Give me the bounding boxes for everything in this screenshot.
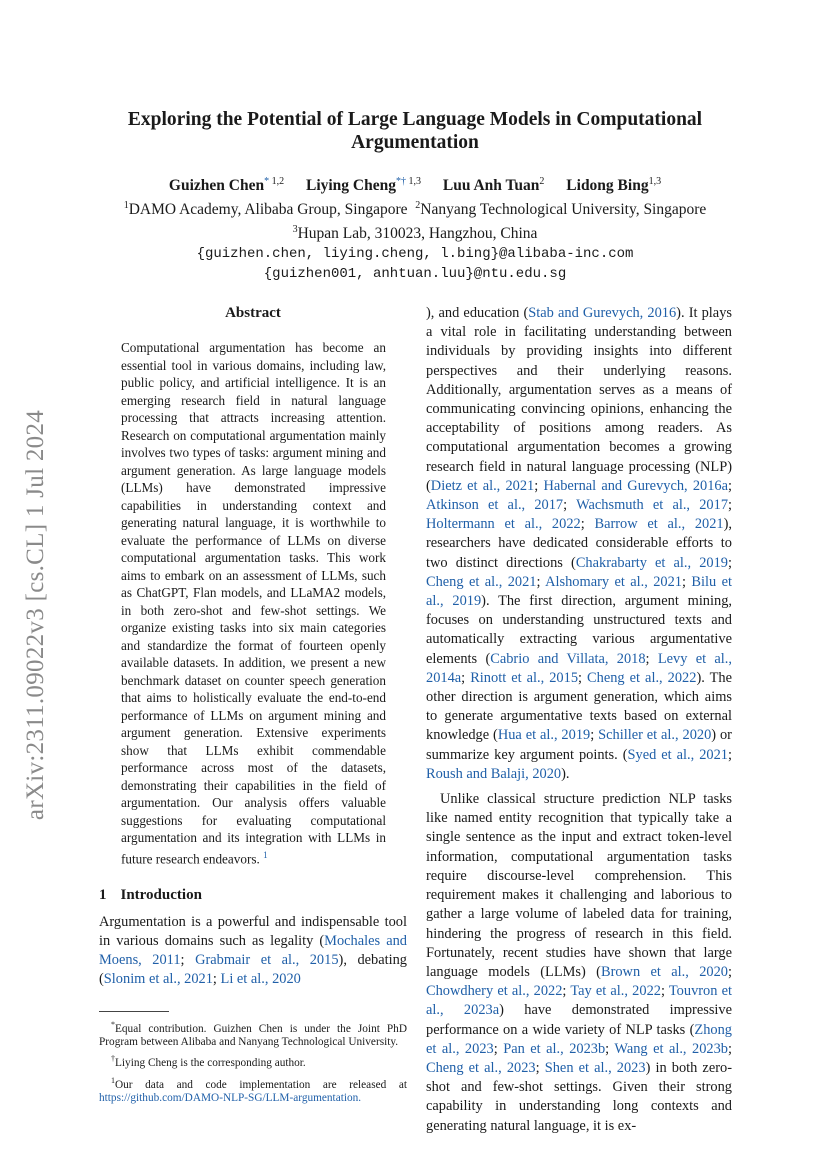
author: Lidong Bing$^{1,3}$ — [566, 176, 662, 195]
paragraph-text: ; — [727, 1040, 732, 1057]
paragraph-text: Unlike classical structure prediction NLP tasks like named entity recognition that typically take a single sentence as the input and extract token-level information, computational argumentation tasks require discourse-level comprehension. This requirement makes it challenging and laborious to gather a large volume of labeled data for training, hindering the progress of research in this field. Fortunately, recent studies have shown that large language models (LLMs) ( — [426, 791, 732, 980]
paragraph-text: ; — [728, 963, 732, 980]
citation-link[interactable]: Zhong et al., 2023 — [426, 1021, 732, 1057]
citation-link[interactable]: Barrow et al., 2021 — [594, 516, 724, 533]
citation-link[interactable]: Cheng et al., 2021 — [426, 573, 537, 590]
author-list — [100, 172, 730, 196]
paragraph-text: ; — [728, 497, 733, 514]
citation-link[interactable]: Cheng et al., 2023 — [426, 1059, 536, 1076]
paragraph-text: ) have demonstrated impressive performance on a wide variety of NLP tasks ( — [426, 1002, 732, 1038]
abstract-body: Computational argumentation has become an essential tool in various domains, including law, public policy, and artificial intelligence. It is an emerging research field in natural language processing that attracts increasing attention. Research on computational argumentation mainly involves two types of tasks: argument mining and argument generation. As large language models (LLMs) have demonstrated impressive capabilities in understanding context and generating natural language, it is worthwhile to evaluate the performance of LLMs on diverse computational argumentation tasks. This work aims to embark on an assessment of LLMs, such as ChatGPT, Flan models, and LLaMA2 models, in both zero-shot and few-shot settings. We organize existing tasks into six main categories and standardize the format of fourteen openly available datasets. In addition, we present a new benchmark dataset on counter speech generation that aims to holistically evaluate the end-to-end performance of LLMs on argument mining and argument generation. Extensive experiments show that LLMs exhibit commendable performance across most of the datasets, demonstrating their capabilities in the field of argumentation. Our analysis offers valuable suggestions for evaluating computational argumentation and its integration with LLMs in future research endeavors. $^1$ — [121, 340, 386, 867]
citation-link[interactable]: Cheng et al., 2022 — [587, 669, 697, 686]
paragraph-text: ), and education ( — [426, 305, 529, 321]
paragraph-text: ). — [561, 765, 570, 782]
paragraph-text: ; — [461, 669, 471, 686]
paragraph-text: ), debating ( — [99, 952, 407, 988]
paragraph-text: ; — [493, 1040, 504, 1057]
email-line: {guizhen001, anhtuan.luu}@ntu.edu.sg — [263, 266, 567, 283]
email-line: {guizhen.chen, liying.cheng, l.bing}@alibaba-inc.com — [196, 246, 634, 263]
github-link[interactable]: https://github.com/DAMO-NLP-SG/LLM-argumentation. — [99, 1091, 362, 1104]
footnote-divider — [99, 1011, 169, 1012]
footnote-ref[interactable]: 1 — [263, 849, 268, 860]
author: Liying Cheng*† $^{1,3}$ — [305, 176, 421, 195]
intro-paragraph-2 — [426, 790, 732, 1136]
left-column — [99, 304, 407, 1108]
citation-link[interactable]: Touvron et al., 2023a — [426, 983, 733, 1019]
citation-link[interactable]: Tay et al., 2022 — [570, 983, 661, 1000]
paragraph-text: Argumentation is a powerful and indispensable tool in various domains such as legality ( — [99, 913, 407, 949]
citation-link[interactable]: Roush and Balaji, 2020 — [426, 765, 562, 782]
affiliation-line: $^3$Hupan Lab, 310023, Hangzhou, China — [292, 224, 538, 243]
right-column — [426, 304, 732, 1136]
paragraph-text: ; — [728, 746, 732, 763]
citation-link[interactable]: Syed et al., 2021 — [627, 746, 728, 763]
citation-link[interactable]: Holtermann et al., 2022 — [426, 516, 581, 533]
arxiv-stamp: arXiv:2311.09022v3 [cs.CL] 1 Jul 2024 — [22, 409, 49, 821]
paragraph-text: ; — [534, 477, 544, 494]
citation-link[interactable]: Habernal and Gurevych, 2016a — [543, 477, 728, 494]
author: Guizhen Chen* $^{1,2}$ — [168, 176, 285, 195]
citation-link[interactable]: Rinott et al., 2015 — [470, 669, 579, 686]
paragraph-text: ; — [590, 727, 599, 744]
citation-link[interactable]: Wachsmuth et al., 2017 — [576, 497, 729, 514]
citation-link[interactable]: Chowdhery et al., 2022 — [426, 983, 563, 1000]
paragraph-text: ; — [535, 1059, 545, 1076]
paragraph-text: ) or summarize key argument points. ( — [426, 727, 732, 763]
author-block — [100, 172, 730, 284]
intro-paragraph-1 — [99, 913, 407, 990]
paragraph-text: ; — [728, 477, 732, 494]
footnote: †Liying Cheng is the corresponding author. — [111, 1054, 306, 1070]
paragraph-text: ). The other direction is argument generation, which aims to generate argumentative texts based on external knowledge ( — [426, 669, 732, 744]
citation-link[interactable]: Alshomary et al., 2021 — [545, 573, 683, 590]
paragraph-text: ; — [536, 573, 546, 590]
intro-paragraph-1-continued — [426, 304, 732, 784]
citation-link[interactable]: Mochales and Moens, 2011 — [99, 933, 407, 969]
citation-link[interactable]: Atkinson et al., 2017 — [426, 497, 564, 514]
citation-link[interactable]: Slonim et al., 2021 — [103, 971, 213, 988]
citation-link[interactable]: Stab and Gurevych, 2016 — [528, 305, 677, 321]
citation-link[interactable]: Levy et al., 2014a — [426, 650, 732, 686]
citation-link[interactable]: Li et al., 2020 — [220, 971, 301, 988]
citation-link[interactable]: Shen et al., 2023 — [544, 1059, 646, 1076]
abstract-heading: Abstract — [225, 305, 281, 321]
paragraph-text: ). The first direction, argument mining, focuses on understanding unstructured texts and automatically extracting various argumentative elements ( — [426, 593, 732, 667]
section-heading: 1 Introduction — [99, 886, 202, 903]
paragraph-text: ; — [645, 650, 658, 667]
citation-link[interactable]: Wang et al., 2023b — [614, 1040, 728, 1057]
citation-link[interactable]: Bilu et al., 2019 — [426, 573, 732, 610]
paragraph-text: ; — [728, 554, 732, 571]
paragraph-text: ; — [682, 573, 692, 590]
paragraph-text: ; — [562, 983, 571, 1000]
footnote: $^1$Our data and code implementation are released at https://github.com/DAMO-NLP-SG/LLM-argumentation. — [99, 1075, 407, 1104]
citation-link[interactable]: Dietz et al., 2021 — [430, 477, 535, 494]
footnotes — [99, 1018, 407, 1106]
author: Luu Anh Tuan$^2$ — [442, 176, 545, 195]
paragraph-text: ; — [563, 497, 577, 514]
citation-link[interactable]: Grabmair et al., 2015 — [195, 952, 339, 969]
paragraph-text: ) in both zero-shot and few-shot settings. Given their strong capability in understanding long contexts and generating natural language, it is ex- — [426, 1059, 732, 1134]
citation-link[interactable]: Schiller et al., 2020 — [598, 727, 712, 744]
paragraph-text: ; — [660, 983, 669, 1000]
citation-link[interactable]: Pan et al., 2023b — [503, 1040, 606, 1057]
paragraph-text: ; — [580, 516, 595, 533]
paragraph-text: ), researchers have dedicated considerable efforts to two distinct directions ( — [426, 516, 732, 571]
paragraph-text: ; — [605, 1040, 615, 1057]
citation-link[interactable]: Hua et al., 2019 — [497, 727, 591, 744]
citation-link[interactable]: Chakrabarty et al., 2019 — [575, 554, 728, 571]
paragraph-text: ; — [578, 669, 588, 686]
affiliation-line: $^1$DAMO Academy, Alibaba Group, Singapore $^2$Nanyang Technological University, Singapore — [123, 200, 707, 219]
paragraph-text: ; — [212, 971, 221, 988]
citation-link[interactable]: Brown et al., 2020 — [600, 963, 728, 980]
footnote: *Equal contribution. Guizhen Chen is under the Joint PhD Program between Alibaba and Nanyang Technological University. — [99, 1019, 407, 1048]
citation-link[interactable]: Cabrio and Villata, 2018 — [490, 650, 646, 667]
paragraph-text: ). It plays a vital role in facilitating understanding between individuals by providing insights into different perspectives and their underlying reasons. Additionally, argumentation serves as a means of communicating convincing opinions, enhancing the acceptability of positions among readers. As computational argumentation becomes a growing research field in natural language processing (NLP) ( — [426, 305, 732, 494]
paragraph-text: ; — [180, 952, 196, 969]
paper-title: Exploring the Potential of Large Language Models in Computational Argumentation — [127, 109, 703, 153]
